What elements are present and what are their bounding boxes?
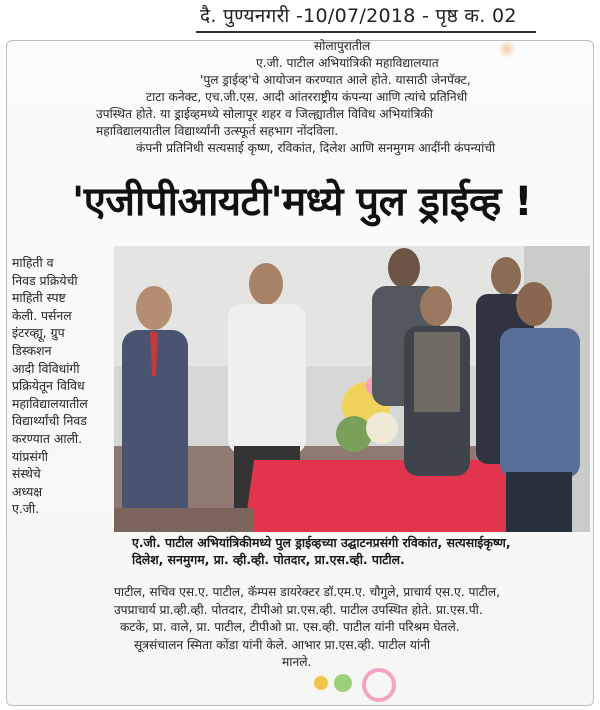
closing-line: सूत्रसंचालन स्मिता कोंडा यांनी केले. आभार प्रा.एस.व्ही. पाटील यांनी xyxy=(134,637,431,652)
intro-line: ए.जी. पाटील अभियांत्रिकी महाविद्यालयात xyxy=(256,56,439,70)
side-column xyxy=(12,254,112,518)
side-line: संस्थेचे xyxy=(12,466,41,482)
closing-line: उपप्राचार्य प्रा.व्ही.व्ही. पोतदार, टीपीओ प्रा.एस.व्ही. पाटील उपस्थित होते. प्रा.एस.पी. xyxy=(114,602,483,617)
side-line: आदी विविधांगी xyxy=(12,360,80,376)
side-line: ए.जी. xyxy=(12,501,40,517)
side-line: डिस्कशन xyxy=(12,342,52,358)
intro-line: महाविद्यालयातील विद्यार्थ्यांनी उत्स्फूर्त सहभाग नोंदविला. xyxy=(96,124,339,138)
closing-paragraph xyxy=(106,584,576,672)
masthead-rule xyxy=(196,31,536,33)
side-line: माहिती व xyxy=(12,255,54,270)
side-line: माहिती स्पष्ट xyxy=(12,290,66,306)
event-photo xyxy=(114,246,590,532)
closing-line: कटके, प्रा. वाले, प्रा. पाटील, टीपीओ प्रा. एस.व्ही. पाटील यांनी परिश्रम घेतले. xyxy=(120,620,460,635)
caption-line: ए.जी. पाटील अभियांत्रिकीमध्ये पुल ड्राईव्हच्या उद्घाटनप्रसंगी रविकांत, सत्यसाईकृष्ण, xyxy=(132,535,511,550)
decor-ring-icon xyxy=(362,668,396,702)
decor-dot-icon xyxy=(314,676,328,690)
side-line: करण्यात आली. xyxy=(12,430,83,446)
closing-line: पाटील, सचिव एस.ए. पाटील, कॅम्पस डायरेक्टर डॉ.एम.ए. चौगुले, प्राचार्य एस.ए. पाटील, xyxy=(114,585,501,599)
headline: 'एजीपीआयटी'मध्ये पुल ड्राईव्ह ! xyxy=(71,179,533,225)
side-line: केली. पर्सनल xyxy=(12,307,72,323)
side-line: निवड प्रक्रियेची xyxy=(12,272,78,288)
intro-line: सोलापुरातील xyxy=(314,39,371,53)
closing-line: मानले. xyxy=(282,655,312,670)
side-line: प्रक्रियेतून विविध xyxy=(12,378,85,394)
side-line: महाविद्यालयातील xyxy=(12,395,88,411)
intro-line: उपस्थित होते. या ड्राईव्हमध्ये सोलापूर शहर व जिल्ह्यातील विविध अभियांत्रिकी xyxy=(96,107,433,121)
side-line: अध्यक्ष xyxy=(12,483,43,499)
caption-line: दिलेश, सनमुगम, प्रा. व्ही.व्ही. पोतदार, प्रा.एस.व्ही. पाटील. xyxy=(132,552,405,567)
side-line: यांप्रसंगी xyxy=(12,448,49,464)
side-line: विद्यार्थ्यांची निवड xyxy=(12,413,87,429)
photo-caption xyxy=(132,534,592,568)
masthead: दै. पुण्यनगरी -10/07/2018 - पृष्ठ क. 02 xyxy=(200,5,517,27)
intro-line: टाटा कनेक्ट, एच.जी.एस. आदी आंतरराष्ट्रीय कंपन्या आणि त्यांचे प्रतिनिधी xyxy=(146,90,468,104)
decor-dot-icon xyxy=(334,674,352,692)
intro-line: 'पुल ड्राईव्ह'चे आयोजन करण्यात आले होते. यासाठी जेनपॅक्ट, xyxy=(200,73,471,87)
intro-line: कंपनी प्रतिनिधी सत्यसाई कृष्ण, रविकांत, दिलेश आणि सनमुगम आदींनी कंपन्यांची xyxy=(136,141,496,155)
intro-paragraph xyxy=(96,38,576,157)
side-line: इंटरव्ह्यू, ग्रुप xyxy=(12,325,65,341)
